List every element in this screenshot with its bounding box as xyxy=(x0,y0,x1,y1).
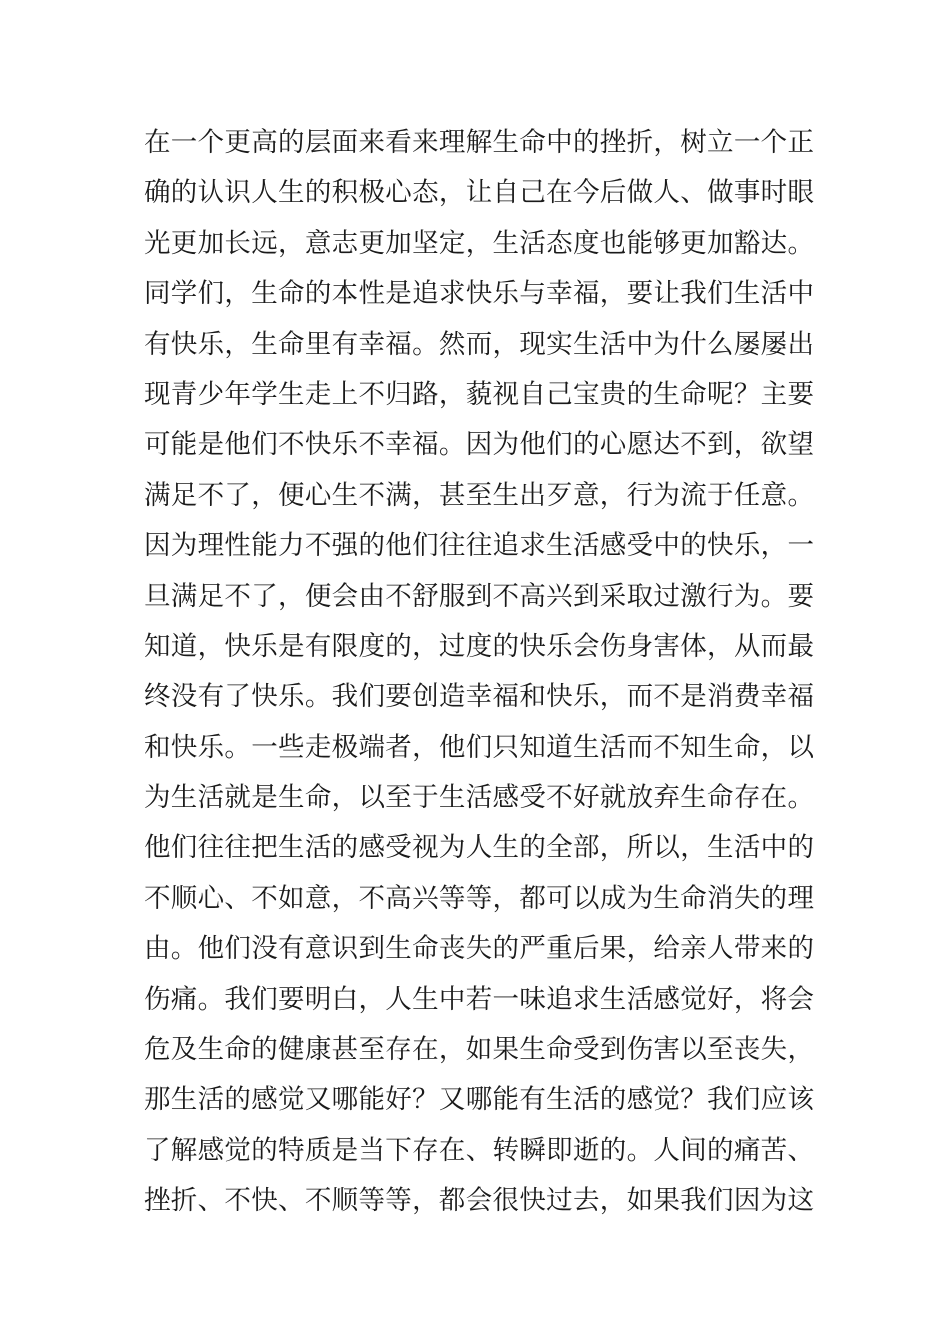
text-line: 可能是他们不快乐不幸福。因为他们的心愿达不到，欲望 xyxy=(144,429,814,461)
text-line: 挫折、不快、不顺等等，都会很快过去，如果我们因为这 xyxy=(144,1185,814,1217)
text-line: 伤痛。我们要明白，人生中若一味追求生活感觉好，将会 xyxy=(144,983,814,1015)
text-line: 确的认识人生的积极心态，让自己在今后做人、做事时眼 xyxy=(144,177,814,209)
text-line: 了解感觉的特质是当下存在、转瞬即逝的。人间的痛苦、 xyxy=(144,1134,814,1166)
text-line: 那生活的感觉又哪能好？又哪能有生活的感觉？我们应该 xyxy=(144,1084,814,1116)
body-text xyxy=(144,118,814,1227)
text-line: 由。他们没有意识到生命丧失的严重后果，给亲人带来的 xyxy=(144,933,814,965)
text-line: 满足不了，便心生不满，甚至生出歹意，行为流于任意。 xyxy=(144,479,814,511)
text-line: 光更加长远，意志更加坚定，生活态度也能够更加豁达。 xyxy=(144,227,814,259)
text-line: 在一个更高的层面来看来理解生命中的挫折，树立一个正 xyxy=(144,127,814,158)
text-line: 旦满足不了，便会由不舒服到不高兴到采取过激行为。要 xyxy=(144,580,814,612)
text-line: 不顺心、不如意，不高兴等等，都可以成为生命消失的理 xyxy=(144,882,814,914)
text-line: 为生活就是生命，以至于生活感受不好就放弃生命存在。 xyxy=(144,782,814,814)
text-line: 同学们，生命的本性是追求快乐与幸福，要让我们生活中 xyxy=(144,278,814,310)
text-line: 终没有了快乐。我们要创造幸福和快乐，而不是消费幸福 xyxy=(144,681,814,713)
text-line: 因为理性能力不强的他们往往追求生活感受中的快乐，一 xyxy=(144,530,814,562)
text-line: 知道，快乐是有限度的，过度的快乐会伤身害体，从而最 xyxy=(144,630,814,662)
text-line: 和快乐。一些走极端者，他们只知道生活而不知生命，以 xyxy=(144,731,814,763)
text-line: 他们往往把生活的感受视为人生的全部，所以，生活中的 xyxy=(144,832,814,864)
text-line: 现青少年学生走上不归路，藐视自己宝贵的生命呢？主要 xyxy=(144,378,814,410)
text-line: 危及生命的健康甚至存在，如果生命受到伤害以至丧失， xyxy=(144,1034,814,1066)
text-line: 有快乐，生命里有幸福。然而，现实生活中为什么屡屡出 xyxy=(144,328,814,360)
